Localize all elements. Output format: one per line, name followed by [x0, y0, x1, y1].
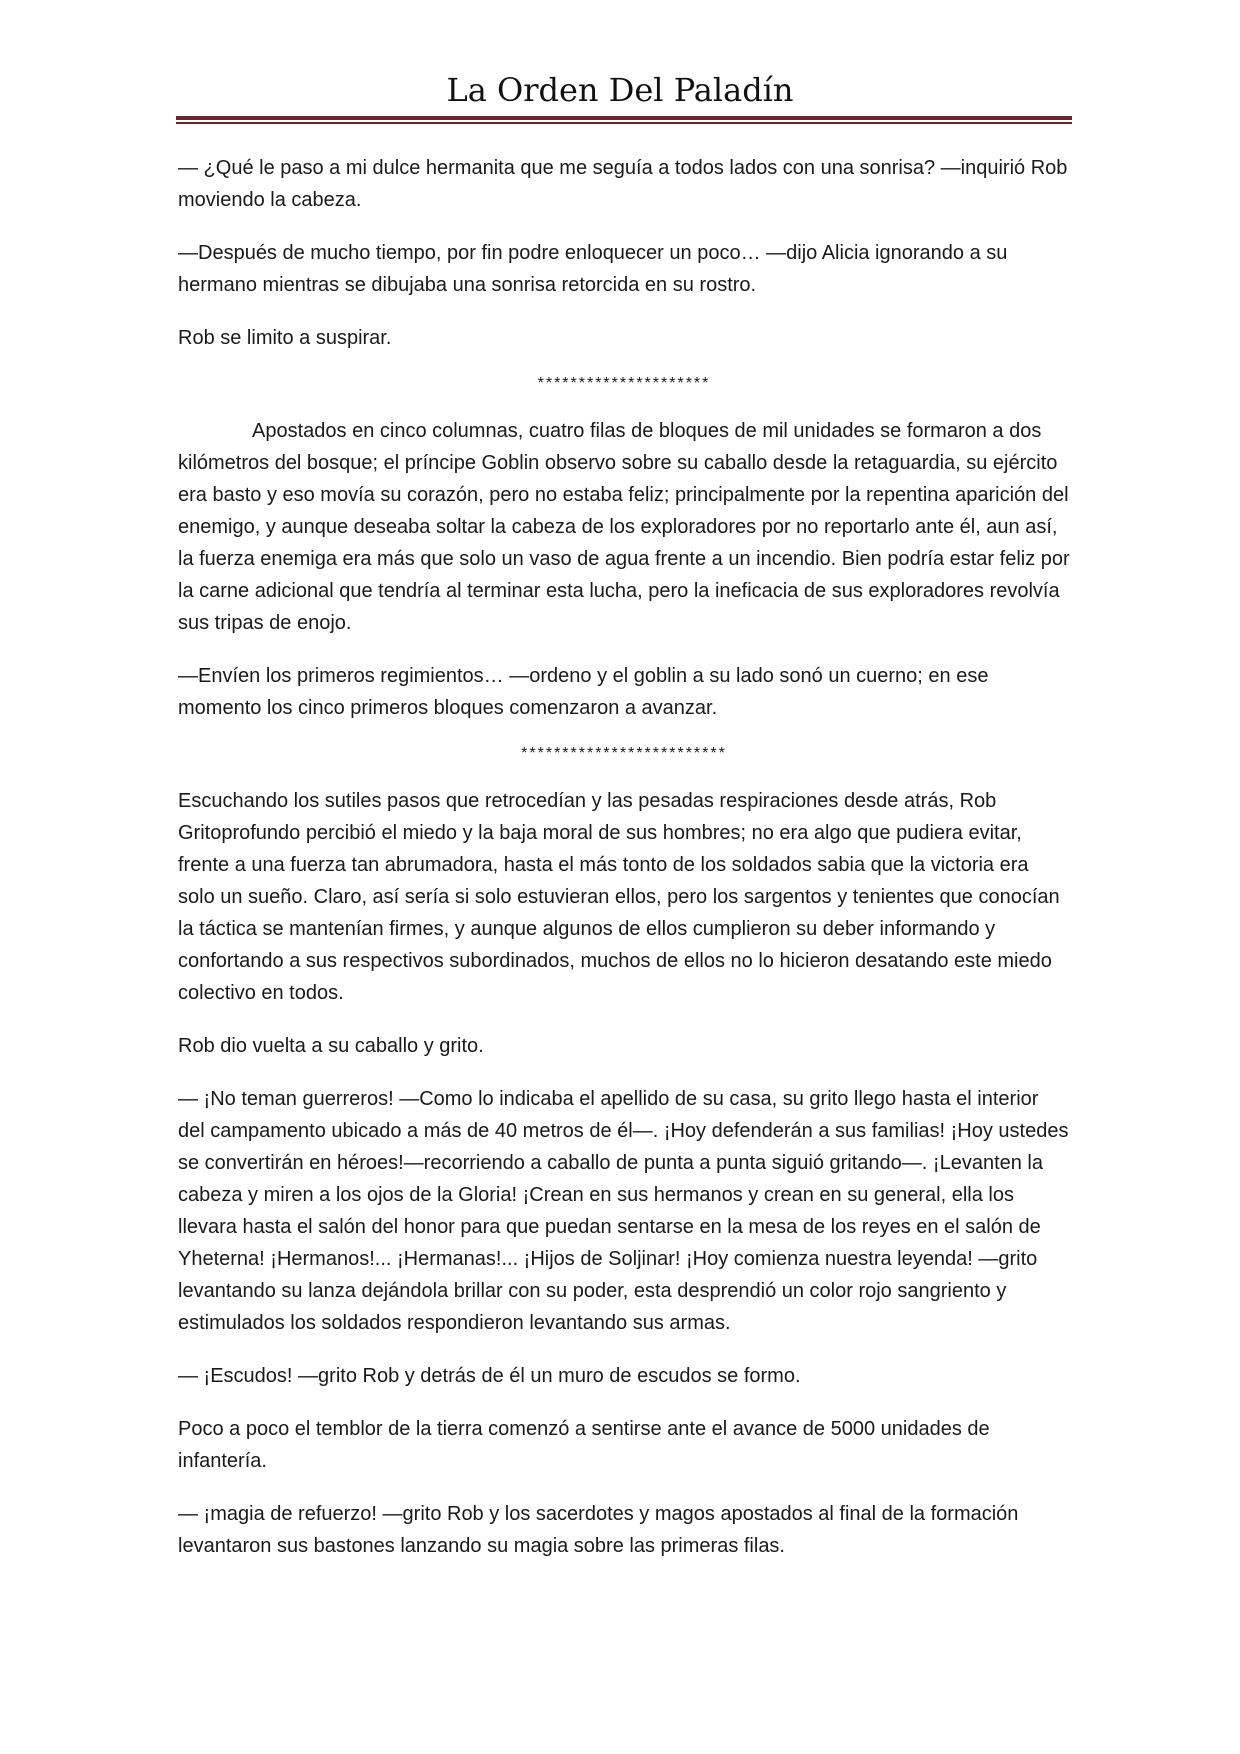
paragraph: Rob se limito a suspirar. [178, 327, 392, 349]
paragraph: —Envíen los primeros regimientos… —ordeno y el goblin a su lado sonó un cuerno; en ese momento los cinco primeros bloques comenzaron a avanzar. [178, 665, 989, 719]
scene-separator: ********************* [537, 375, 711, 392]
paragraph: — ¡Escudos! —grito Rob y detrás de él un muro de escudos se formo. [178, 1365, 801, 1387]
paragraph: — ¿Qué le paso a mi dulce hermanita que me seguía a todos lados con una sonrisa? —inquirió Rob moviendo la cabeza. [178, 157, 1068, 211]
paragraph: Rob dio vuelta a su caballo y grito. [178, 1035, 484, 1057]
body-text [178, 152, 1070, 1583]
paragraph: —Después de mucho tiempo, por fin podre enloquecer un poco… —dijo Alicia ignorando a su hermano mientras se dibujaba una sonrisa retorcida en su rostro. [178, 242, 1008, 296]
paragraph: Apostados en cinco columnas, cuatro filas de bloques de mil unidades se formaron a dos kilómetros del bosque; el príncipe Goblin observo sobre su caballo desde la retaguardia, su ejército era basto y eso movía su corazón, pero no estaba feliz; principalmente por la repentina aparición del enemigo, y aunque deseaba soltar la cabeza de los exploradores por no reportarlo ante él, aun así, la fuerza enemiga era más que solo un vaso de agua frente a un incendio. Bien podría estar feliz por la carne adicional que tendría al terminar esta lucha, pero la ineficacia de sus exploradores revolvía sus tripas de enojo. [178, 420, 1070, 634]
header-rule-thick [176, 116, 1072, 120]
scene-separator: ************************* [521, 745, 727, 762]
header-rule-thin [176, 122, 1072, 124]
paragraph: Poco a poco el temblor de la tierra comenzó a sentirse ante el avance de 5000 unidades de infantería. [178, 1418, 990, 1472]
paragraph: — ¡No teman guerreros! —Como lo indicaba el apellido de su casa, su grito llego hasta el interior del campamento ubicado a más de 40 metros de él—. ¡Hoy defenderán a sus familias! ¡Hoy ustedes se convertirán en héroes!—recorriendo a caballo de punta a punta siguió gritando—. ¡Levanten la cabeza y miren a los ojos de la Gloria! ¡Crean en sus hermanos y crean en su general, ella los llevara hasta el salón del honor para que puedan sentarse en la mesa de los reyes en el salón de Yheterna! ¡Hermanos!... ¡Hermanas!... ¡Hijos de Soljinar! ¡Hoy comienza nuestra leyenda! —grito levantando su lanza dejándola brillar con su poder, esta desprendió un color rojo sangriento y estimulados los soldados respondieron levantando sus armas. [178, 1088, 1069, 1334]
paragraph: — ¡magia de refuerzo! —grito Rob y los sacerdotes y magos apostados al final de la formación levantaron sus bastones lanzando su magia sobre las primeras filas. [178, 1503, 1019, 1557]
page-header-title: La Orden Del Paladín [446, 71, 794, 109]
paragraph: Escuchando los sutiles pasos que retrocedían y las pesadas respiraciones desde atrás, Rob Gritoprofundo percibió el miedo y la baja moral de sus hombres; no era algo que pudiera evitar, frente a una fuerza tan abrumadora, hasta el más tonto de los soldados sabia que la victoria era solo un sueño. Claro, así sería si solo estuvieran ellos, pero los sargentos y tenientes que conocían la táctica se mantenían firmes, y aunque algunos de ellos cumplieron su deber informando y confortando a sus respectivos subordinados, muchos de ellos no lo hicieron desatando este miedo colectivo en todos. [178, 790, 1060, 1004]
